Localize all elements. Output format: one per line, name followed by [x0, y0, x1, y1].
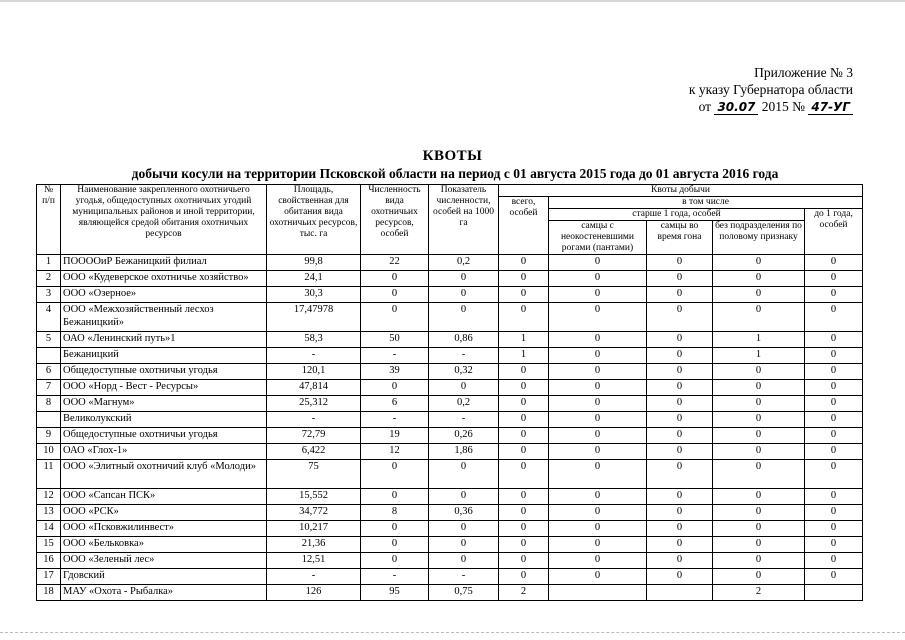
- cell-total: 0: [499, 505, 549, 521]
- cell-c: 0: [713, 255, 805, 271]
- cell-a: 0: [549, 271, 647, 287]
- cell-count: 19: [361, 428, 429, 444]
- cell-c: 0: [713, 364, 805, 380]
- document-title: КВОТЫ: [422, 148, 483, 164]
- cell-area: 34,772: [267, 505, 361, 521]
- cell-c: 1: [713, 332, 805, 348]
- header-quota: Квоты добычи: [499, 185, 863, 197]
- cell-c: 0: [713, 489, 805, 505]
- cell-n: 16: [37, 553, 61, 569]
- table-row: [37, 553, 863, 569]
- header-density: Показатель численности, особей на 1000 га: [429, 185, 499, 255]
- cell-density: 0: [429, 271, 499, 287]
- table-row: [37, 569, 863, 585]
- table-row: [37, 348, 863, 364]
- cell-density: 0: [429, 287, 499, 303]
- handwritten-number: 47-УГ: [808, 101, 853, 115]
- cell-a: 0: [549, 553, 647, 569]
- cell-a: [549, 585, 647, 601]
- handwritten-date: 30.07: [714, 101, 758, 115]
- cell-density: 0,2: [429, 255, 499, 271]
- cell-density: 0: [429, 521, 499, 537]
- cell-b: 0: [647, 303, 713, 332]
- header-older: старше 1 года, особей: [549, 209, 805, 221]
- cell-d: 0: [805, 348, 863, 364]
- scan-edge-top: [0, 0, 905, 2]
- cell-d: [805, 585, 863, 601]
- cell-count: 12: [361, 444, 429, 460]
- cell-b: 0: [647, 348, 713, 364]
- cell-a: 0: [549, 505, 647, 521]
- cell-area: 25,312: [267, 396, 361, 412]
- cell-total: 0: [499, 303, 549, 332]
- cell-name: ООО «Кудеверское охотничье хозяйство»: [61, 271, 267, 287]
- table-row: [37, 444, 863, 460]
- header-count: Численность вида охотничьих ресурсов, особей: [361, 185, 429, 255]
- cell-d: 0: [805, 460, 863, 489]
- table-row: [37, 303, 863, 332]
- cell-d: 0: [805, 396, 863, 412]
- cell-a: 0: [549, 332, 647, 348]
- table-row: [37, 396, 863, 412]
- cell-name: Общедоступные охотничьи угодья: [61, 428, 267, 444]
- cell-b: 0: [647, 364, 713, 380]
- cell-a: 0: [549, 348, 647, 364]
- cell-d: 0: [805, 569, 863, 585]
- cell-c: 0: [713, 537, 805, 553]
- cell-area: 99,8: [267, 255, 361, 271]
- cell-d: 0: [805, 521, 863, 537]
- cell-n: [37, 348, 61, 364]
- cell-a: 0: [549, 489, 647, 505]
- table-row: [37, 364, 863, 380]
- cell-n: 11: [37, 460, 61, 489]
- cell-n: [37, 412, 61, 428]
- cell-n: 15: [37, 537, 61, 553]
- cell-c: 0: [713, 521, 805, 537]
- cell-total: 0: [499, 396, 549, 412]
- cell-n: 8: [37, 396, 61, 412]
- cell-b: 0: [647, 521, 713, 537]
- cell-count: 0: [361, 380, 429, 396]
- cell-d: 0: [805, 271, 863, 287]
- cell-count: 0: [361, 489, 429, 505]
- header-total: всего, особей: [499, 197, 549, 255]
- cell-c: 0: [713, 553, 805, 569]
- cell-count: 0: [361, 303, 429, 332]
- cell-n: 7: [37, 380, 61, 396]
- cell-density: 0: [429, 303, 499, 332]
- cell-a: 0: [549, 569, 647, 585]
- cell-name: ОАО «Ленинский путь»1: [61, 332, 267, 348]
- table-row: [37, 271, 863, 287]
- cell-a: 0: [549, 364, 647, 380]
- cell-total: 0: [499, 537, 549, 553]
- cell-density: -: [429, 348, 499, 364]
- cell-density: 0,86: [429, 332, 499, 348]
- cell-b: 0: [647, 287, 713, 303]
- cell-n: 14: [37, 521, 61, 537]
- cell-d: 0: [805, 444, 863, 460]
- cell-total: 0: [499, 569, 549, 585]
- cell-c: 0: [713, 444, 805, 460]
- table-row: [37, 287, 863, 303]
- cell-area: 6,422: [267, 444, 361, 460]
- table-row: [37, 460, 863, 489]
- cell-density: 0,75: [429, 585, 499, 601]
- cell-d: 0: [805, 380, 863, 396]
- cell-total: 0: [499, 364, 549, 380]
- cell-n: 17: [37, 569, 61, 585]
- cell-d: 0: [805, 332, 863, 348]
- table-row: [37, 332, 863, 348]
- cell-density: 0,26: [429, 428, 499, 444]
- quota-table: [36, 184, 863, 601]
- cell-c: 0: [713, 428, 805, 444]
- cell-c: 0: [713, 303, 805, 332]
- cell-total: 1: [499, 348, 549, 364]
- cell-count: 50: [361, 332, 429, 348]
- cell-count: 0: [361, 537, 429, 553]
- table-row: [37, 255, 863, 271]
- cell-name: ООО «Зеленый лес»: [61, 553, 267, 569]
- cell-n: 2: [37, 271, 61, 287]
- cell-n: 3: [37, 287, 61, 303]
- cell-name: ООО «РСК»: [61, 505, 267, 521]
- cell-name: МАУ «Охота - Рыбалка»: [61, 585, 267, 601]
- cell-a: 0: [549, 460, 647, 489]
- header-under1: до 1 года, особей: [805, 209, 863, 255]
- cell-name: ООО «Бельковка»: [61, 537, 267, 553]
- cell-area: 75: [267, 460, 361, 489]
- cell-count: 95: [361, 585, 429, 601]
- cell-area: -: [267, 348, 361, 364]
- header-males-rut: самцы во время гона: [647, 221, 713, 255]
- cell-b: [647, 585, 713, 601]
- cell-c: 0: [713, 569, 805, 585]
- cell-n: 4: [37, 303, 61, 332]
- cell-density: 0: [429, 460, 499, 489]
- header-num: № п/п: [37, 185, 61, 255]
- cell-b: 0: [647, 396, 713, 412]
- table-row: [37, 521, 863, 537]
- cell-count: 8: [361, 505, 429, 521]
- cell-d: 0: [805, 412, 863, 428]
- cell-count: 6: [361, 396, 429, 412]
- header-name: Наименование закрепленного охотничьего угодья, общедоступных охотничьих угодий муниципальных районов и иной территории, являющейся средой обитания охотничьих ресурсов: [61, 185, 267, 255]
- cell-b: 0: [647, 553, 713, 569]
- cell-n: 9: [37, 428, 61, 444]
- cell-count: 0: [361, 287, 429, 303]
- cell-d: 0: [805, 364, 863, 380]
- cell-d: 0: [805, 505, 863, 521]
- cell-a: 0: [549, 287, 647, 303]
- cell-count: -: [361, 412, 429, 428]
- cell-n: 13: [37, 505, 61, 521]
- cell-c: 0: [713, 505, 805, 521]
- cell-n: 12: [37, 489, 61, 505]
- table-row: [37, 537, 863, 553]
- cell-a: 0: [549, 428, 647, 444]
- cell-area: 15,552: [267, 489, 361, 505]
- cell-area: 47,814: [267, 380, 361, 396]
- appendix-decree: к указу Губернатора области: [688, 82, 853, 97]
- cell-density: 0,32: [429, 364, 499, 380]
- cell-area: 58,3: [267, 332, 361, 348]
- cell-a: 0: [549, 521, 647, 537]
- cell-c: 0: [713, 287, 805, 303]
- cell-c: 0: [713, 271, 805, 287]
- cell-area: 24,1: [267, 271, 361, 287]
- cell-count: 0: [361, 271, 429, 287]
- cell-count: 0: [361, 553, 429, 569]
- cell-density: 1,86: [429, 444, 499, 460]
- cell-area: 10,217: [267, 521, 361, 537]
- cell-total: 0: [499, 521, 549, 537]
- cell-name: Бежаницкий: [61, 348, 267, 364]
- cell-a: 0: [549, 537, 647, 553]
- table-row: [37, 412, 863, 428]
- cell-total: 0: [499, 460, 549, 489]
- cell-area: -: [267, 412, 361, 428]
- cell-total: 0: [499, 287, 549, 303]
- cell-area: 21,36: [267, 537, 361, 553]
- document-subtitle: добычи косули на территории Псковской области на период с 01 августа 2015 года до 01 августа 2016 года: [131, 166, 779, 181]
- cell-area: 126: [267, 585, 361, 601]
- cell-total: 0: [499, 255, 549, 271]
- appendix-block: [689, 64, 853, 115]
- cell-b: 0: [647, 332, 713, 348]
- cell-c: 0: [713, 412, 805, 428]
- cell-density: 0,36: [429, 505, 499, 521]
- table-row: [37, 585, 863, 601]
- cell-count: -: [361, 348, 429, 364]
- table-row: [37, 380, 863, 396]
- cell-c: 0: [713, 380, 805, 396]
- cell-b: 0: [647, 428, 713, 444]
- cell-b: 0: [647, 569, 713, 585]
- cell-name: ООО «Межхозяйственный лесхоз Бежаницкий»: [61, 303, 267, 332]
- cell-a: 0: [549, 412, 647, 428]
- cell-b: 0: [647, 412, 713, 428]
- cell-d: 0: [805, 428, 863, 444]
- cell-total: 0: [499, 553, 549, 569]
- cell-name: Великолукский: [61, 412, 267, 428]
- cell-total: 1: [499, 332, 549, 348]
- cell-a: 0: [549, 396, 647, 412]
- cell-d: 0: [805, 537, 863, 553]
- cell-n: 5: [37, 332, 61, 348]
- year-label: 2015 №: [761, 99, 806, 114]
- cell-name: ООО «Магнум»: [61, 396, 267, 412]
- table-row: [37, 505, 863, 521]
- cell-total: 0: [499, 444, 549, 460]
- cell-total: 0: [499, 271, 549, 287]
- cell-total: 2: [499, 585, 549, 601]
- cell-a: 0: [549, 380, 647, 396]
- table-row: [37, 489, 863, 505]
- cell-c: 2: [713, 585, 805, 601]
- cell-n: 10: [37, 444, 61, 460]
- table-row: [37, 428, 863, 444]
- cell-density: 0: [429, 537, 499, 553]
- cell-count: 39: [361, 364, 429, 380]
- cell-name: Гдовский: [61, 569, 267, 585]
- header-males-antlers: самцы с неокостеневшими рогами (пантами): [549, 221, 647, 255]
- cell-n: 6: [37, 364, 61, 380]
- header-no-sex: без подразделения по половому признаку: [713, 221, 805, 255]
- cell-name: ОАО «Глох-1»: [61, 444, 267, 460]
- cell-density: -: [429, 412, 499, 428]
- cell-count: -: [361, 569, 429, 585]
- cell-name: ООО «Псковжилинвест»: [61, 521, 267, 537]
- cell-count: 0: [361, 460, 429, 489]
- cell-b: 0: [647, 489, 713, 505]
- cell-density: 0: [429, 553, 499, 569]
- cell-total: 0: [499, 412, 549, 428]
- header-area: Площадь, свойственная для обитания вида охотничьих ресурсов, тыс. га: [267, 185, 361, 255]
- cell-name: ООО «Норд - Вест - Ресурсы»: [61, 380, 267, 396]
- cell-n: 1: [37, 255, 61, 271]
- header-including: в том числе: [549, 197, 863, 209]
- cell-b: 0: [647, 444, 713, 460]
- cell-area: 72,79: [267, 428, 361, 444]
- cell-name: ПООООиР Бежаницкий филиал: [61, 255, 267, 271]
- cell-d: 0: [805, 287, 863, 303]
- cell-d: 0: [805, 489, 863, 505]
- cell-n: 18: [37, 585, 61, 601]
- cell-name: ООО «Сапсан ПСК»: [61, 489, 267, 505]
- cell-a: 0: [549, 444, 647, 460]
- cell-count: 0: [361, 521, 429, 537]
- cell-name: ООО «Озерное»: [61, 287, 267, 303]
- cell-total: 0: [499, 428, 549, 444]
- appendix-number: Приложение № 3: [754, 65, 853, 80]
- cell-total: 0: [499, 489, 549, 505]
- cell-d: 0: [805, 303, 863, 332]
- cell-density: 0,2: [429, 396, 499, 412]
- cell-area: 12,51: [267, 553, 361, 569]
- cell-b: 0: [647, 255, 713, 271]
- cell-c: 0: [713, 460, 805, 489]
- cell-d: 0: [805, 255, 863, 271]
- cell-density: 0: [429, 380, 499, 396]
- cell-density: 0: [429, 489, 499, 505]
- cell-c: 1: [713, 348, 805, 364]
- cell-area: -: [267, 569, 361, 585]
- cell-a: 0: [549, 303, 647, 332]
- cell-b: 0: [647, 505, 713, 521]
- cell-d: 0: [805, 553, 863, 569]
- cell-area: 17,47978: [267, 303, 361, 332]
- scan-edge-bottom: [0, 632, 905, 634]
- cell-b: 0: [647, 271, 713, 287]
- table-body: [37, 255, 863, 601]
- cell-name: ООО «Элитный охотничий клуб «Молоди»: [61, 460, 267, 489]
- cell-a: 0: [549, 255, 647, 271]
- cell-b: 0: [647, 460, 713, 489]
- cell-area: 120,1: [267, 364, 361, 380]
- cell-total: 0: [499, 380, 549, 396]
- date-prefix: от: [698, 99, 712, 114]
- appendix-date-line: [689, 98, 853, 115]
- cell-b: 0: [647, 380, 713, 396]
- cell-density: -: [429, 569, 499, 585]
- cell-b: 0: [647, 537, 713, 553]
- cell-area: 30,3: [267, 287, 361, 303]
- cell-name: Общедоступные охотничьи угодья: [61, 364, 267, 380]
- cell-c: 0: [713, 396, 805, 412]
- cell-count: 22: [361, 255, 429, 271]
